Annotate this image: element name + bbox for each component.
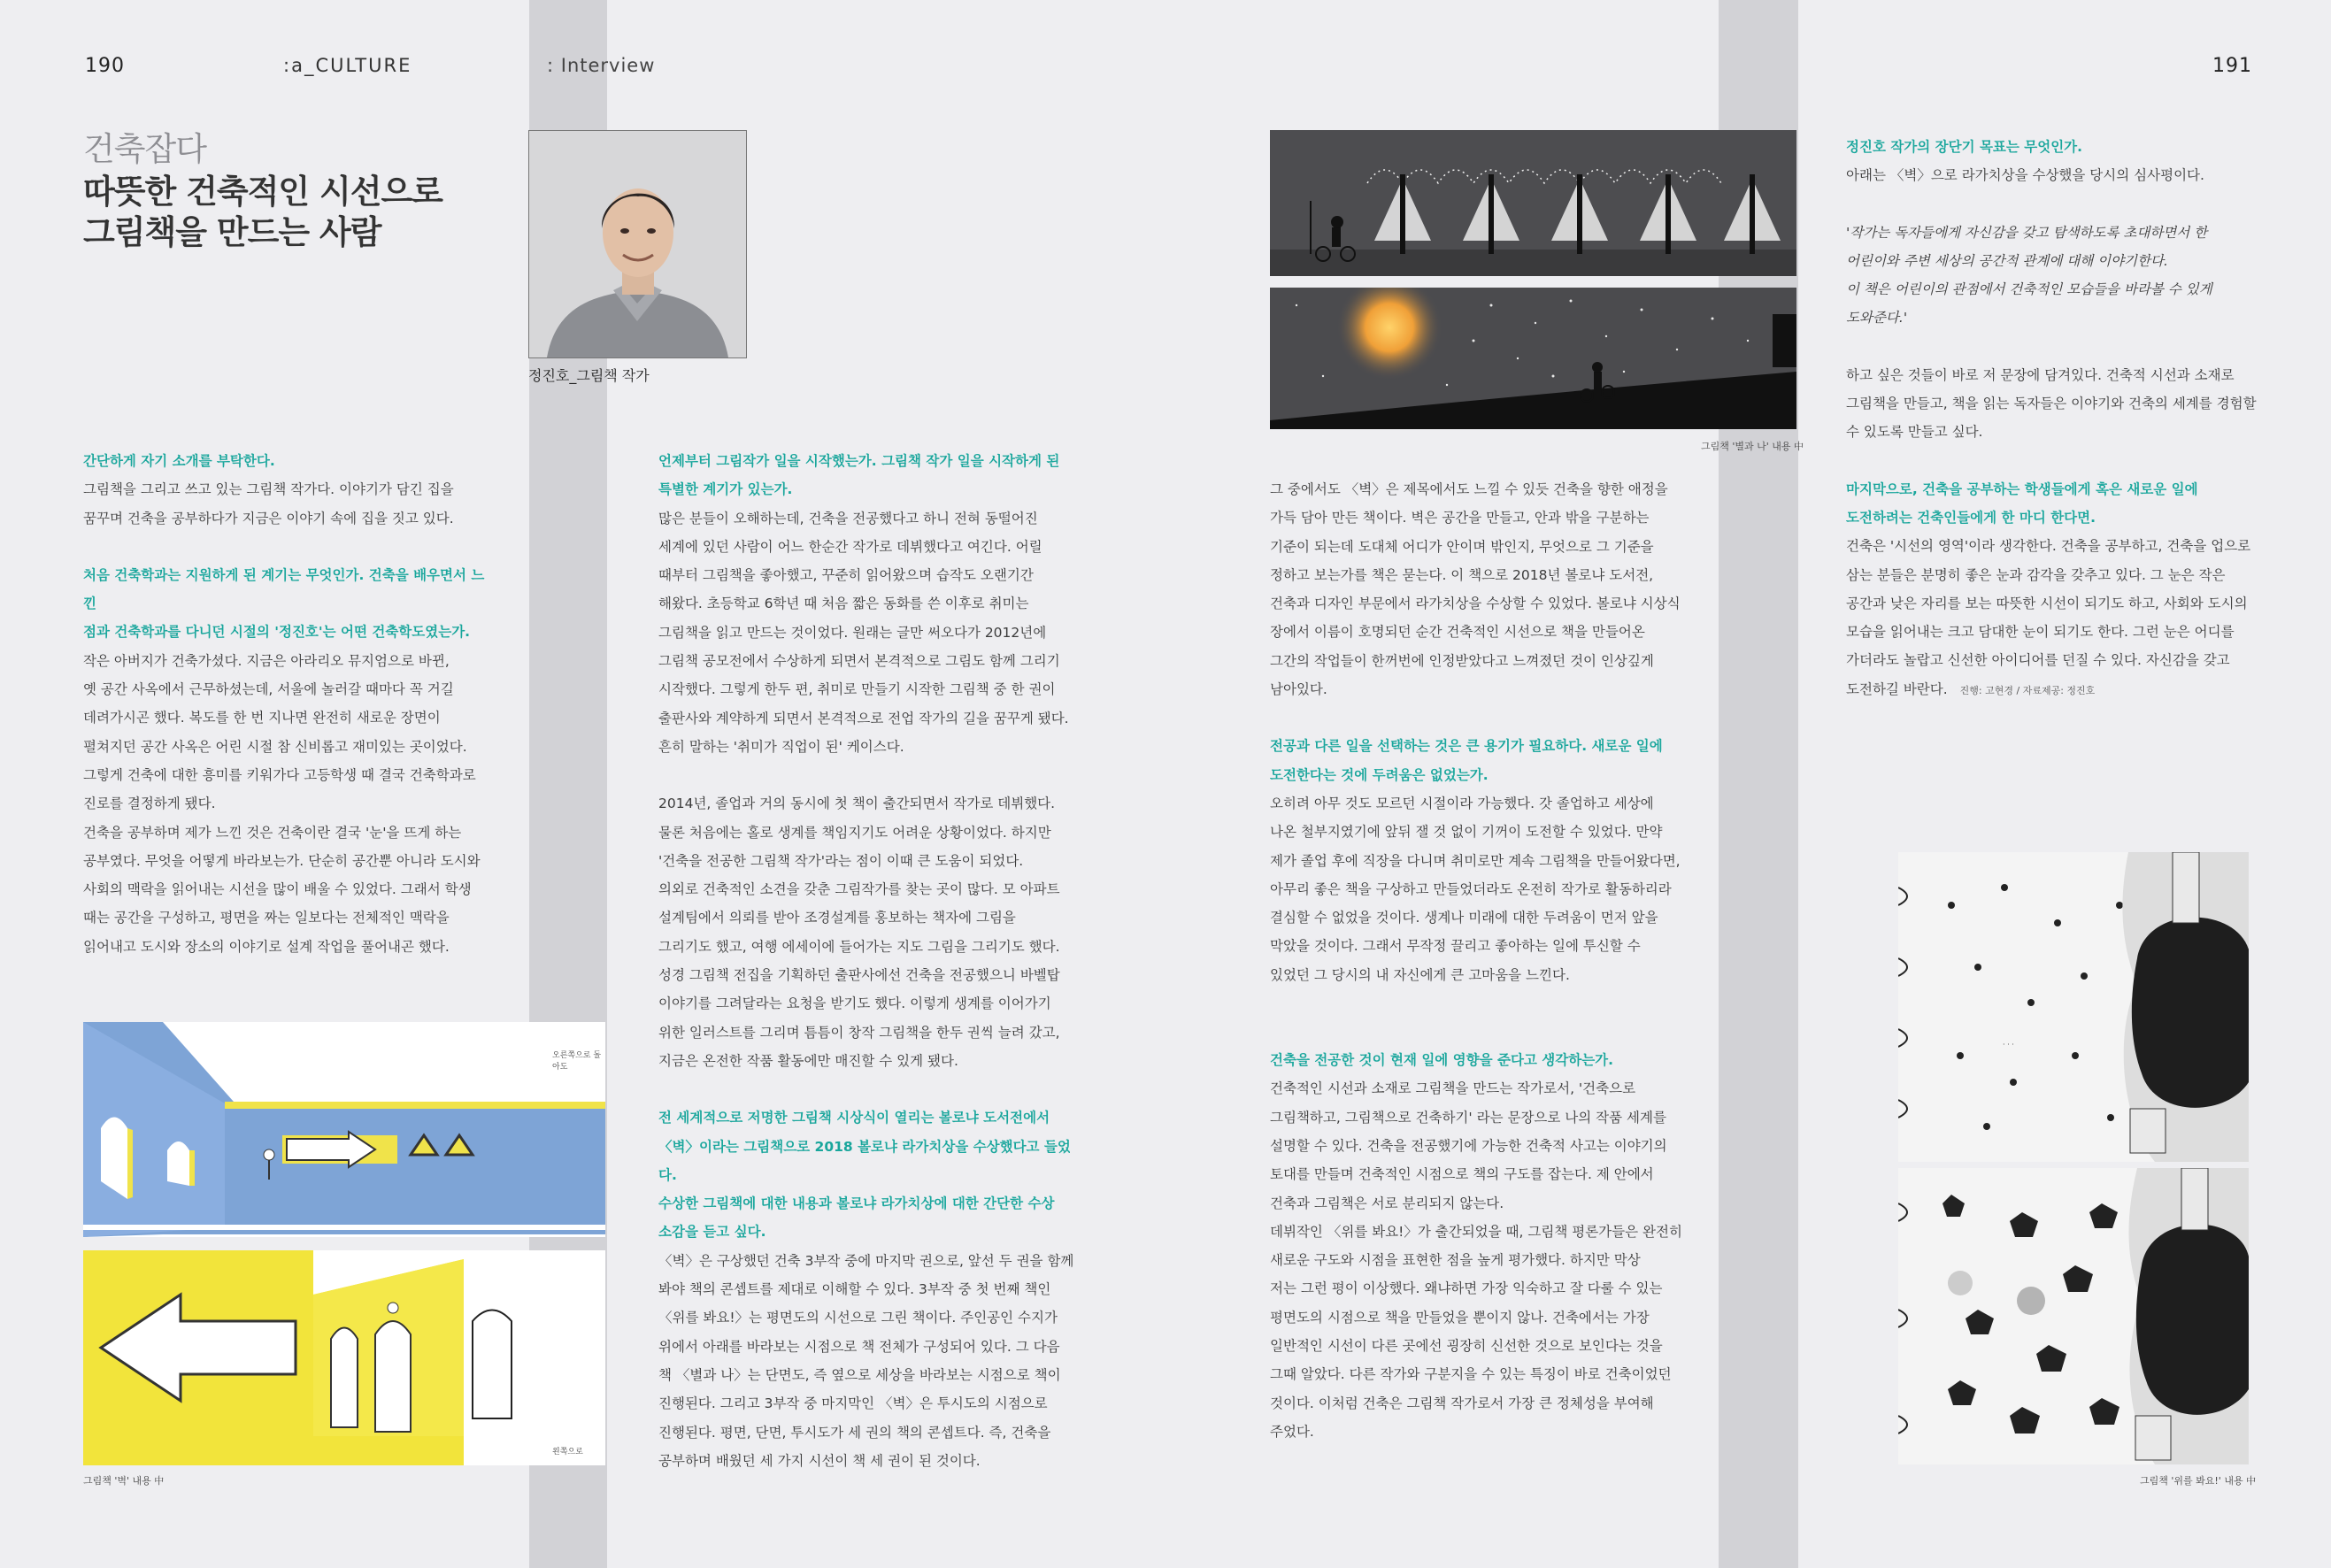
column-1: [83, 447, 490, 961]
wall-book-caption: 그림책 '벽' 내용 中: [83, 1475, 165, 1487]
question-line: 전 세계적으로 저명한 그림책 시상식이 열리는 볼로냐 도서전에서: [658, 1110, 1050, 1126]
question-intro: 간단하게 자기 소개를 부탁한다.: [83, 453, 275, 469]
answer-line: 것이다. 이처럼 건축은 그림책 작가로서 가장 큰 정체성을 부여해: [1270, 1395, 1654, 1411]
wall-illustration-bottom: [83, 1250, 605, 1465]
look-up-illustration-bottom: [1898, 1168, 2249, 1464]
answer-line: 데뷔작인 〈위를 봐요!〉가 출간되었을 때, 그림책 평론가들은 완전히: [1270, 1223, 1682, 1240]
bicycle-book-caption: 그림책 '별과 나' 내용 中: [1701, 441, 1804, 452]
answer-line: 공부하며 배웠던 세 가지 시선이 책 세 권이 된 것이다.: [658, 1452, 981, 1469]
answer-line: 때는 공간을 구성하고, 평면을 짜는 일보다는 전체적인 맥락을: [83, 910, 450, 926]
question-line: 특별한 계기가 있는가.: [658, 481, 793, 498]
answer-line: 새로운 구도와 시점을 표현한 점을 높게 평가했다. 하지만 막상: [1270, 1252, 1641, 1269]
star-illustration: [1270, 288, 1796, 429]
answer-line: 데려가시곤 했다. 복도를 한 번 지나면 완전히 새로운 장면이: [83, 710, 441, 726]
answer-line: 아무리 좋은 책을 구상하고 만들었더라도 온전히 작가로 활동하리라: [1270, 880, 1672, 897]
column-4: [1846, 133, 2262, 705]
answer-line: 그렇게 건축에 대한 흥미를 키워가다 고등학생 때 결국 건축학과로: [83, 766, 476, 783]
answer-line: 설명할 수 있다. 건축을 전공했기에 가능한 건축적 사고는 이야기의: [1270, 1137, 1667, 1154]
answer-line: 흔히 말하는 '취미가 직업이 된' 케이스다.: [658, 738, 904, 755]
answer-line: 아래는 〈벽〉으로 라가치상을 수상했을 당시의 심사평이다.: [1846, 167, 2204, 184]
answer-line: 이야기를 그려달라는 요청을 받기도 했다. 이렇게 생계를 이어가기: [658, 995, 1051, 1012]
answer-line: 그리기도 했고, 여행 에세이에 들어가는 지도 그림을 그리기도 했다.: [658, 938, 1060, 955]
answer-line: 남아있다.: [1270, 681, 1327, 698]
lamp-illustration: [1270, 130, 1796, 276]
answer-line-final: [1846, 675, 2262, 705]
answer-line: 그간의 작업들이 한꺼번에 인정받았다고 느껴졌던 것이 인상깊게: [1270, 652, 1654, 669]
answer-line: 위에서 아래를 바라보는 시점으로 책 전체가 구성되어 있다. 그 다음: [658, 1338, 1060, 1355]
answer-line: 꿈꾸며 건축을 공부하다가 지금은 이야기 속에 집을 짓고 있다.: [83, 510, 454, 527]
question-line: 건축을 전공한 것이 현재 일에 영향을 준다고 생각하는가.: [1270, 1052, 1614, 1069]
answer-line: 책 〈별과 나〉는 단면도, 즉 옆으로 세상을 바라보는 시점으로 책이: [658, 1366, 1061, 1383]
closing-sentence: 도전하길 바란다.: [1846, 680, 1948, 697]
answer-line: 건축적인 시선과 소재로 그림책을 만드는 작가로서, '건축으로: [1270, 1080, 1636, 1097]
answer-line: 많은 분들이 오해하는데, 건축을 전공했다고 하니 전혀 동떨어진: [658, 510, 1038, 527]
article-title-line1: 따뜻한 건축적인 시선으로: [83, 173, 442, 211]
answer-line: 있었던 그 당시의 내 자신에게 큰 고마움을 느낀다.: [1270, 966, 1570, 983]
jury-quote-line: 도와준다.': [1846, 310, 1908, 327]
answer-line: 그림책하고, 그림책으로 건축하기' 라는 문장으로 나의 작품 세계를: [1270, 1109, 1666, 1126]
article-kicker: 건축잡다: [83, 130, 206, 168]
portrait-caption: 정진호_그림책 작가: [528, 367, 650, 384]
wall-inner-label-2: 왼쪽으로: [552, 1448, 583, 1457]
answer-line: 그림책 공모전에서 수상하게 되면서 본격적으로 그림도 함께 그리기: [658, 653, 1060, 670]
answer-line: 주었다.: [1270, 1423, 1314, 1440]
answer-line: 진행된다. 평면, 단면, 투시도가 세 권의 책의 콘셉트다. 즉, 건축을: [658, 1424, 1051, 1441]
answer-line: 펼쳐지던 공간 사옥은 어린 시절 참 신비롭고 재미있는 곳이었다.: [83, 738, 467, 755]
answer-line: 지금은 온전한 작품 활동에만 매진할 수 있게 됐다.: [658, 1052, 958, 1069]
answer-line: 건축을 공부하며 제가 느낀 것은 건축이란 결국 '눈'을 뜨게 하는: [83, 824, 462, 841]
answer-line: 하고 싶은 것들이 바로 저 문장에 담겨있다. 건축적 시선과 소재로: [1846, 366, 2235, 383]
answer-line: 〈위를 봐요!〉는 평면도의 시선으로 그린 책이다. 주인공인 수지가: [658, 1310, 1058, 1326]
answer-line: 그 중에서도 〈벽〉은 제목에서도 느낄 수 있듯 건축을 향한 애정을: [1270, 481, 1668, 497]
answer-line: 나온 철부지였기에 앞뒤 잴 것 없이 기꺼이 도전할 수 있었다. 만약: [1270, 824, 1663, 841]
answer-line: 평면도의 시점으로 책을 만들었을 뿐이지 않나. 건축에서는 가장: [1270, 1309, 1650, 1326]
answer-line: 결심할 수 없었을 것이다. 생계나 미래에 대한 두려움이 먼저 앞을: [1270, 910, 1658, 926]
answer-line: 〈벽〉은 구상했던 건축 3부작 중에 마지막 권으로, 앞선 두 권을 함께: [658, 1252, 1074, 1269]
answer-line: 삼는 분들은 분명히 좋은 눈과 감각을 갖추고 있다. 그 눈은 작은: [1846, 566, 2226, 583]
jury-quote-line: 이 책은 어린이의 관점에서 건축적인 모습들을 바라볼 수 있게: [1846, 281, 2212, 298]
answer-line: 옛 공간 사옥에서 근무하셨는데, 서울에 놀러갈 때마다 꼭 거길: [83, 681, 454, 698]
question-line: 점과 건축학과를 다니던 시절의 '정진호'는 어떤 건축학도였는가.: [83, 624, 471, 641]
answer-line: 모습을 읽어내는 크고 담대한 눈이 되기도 한다. 그런 눈은 어디를: [1846, 624, 2235, 641]
jury-quote-line: '작가는 독자들에게 자신감을 갖고 탐색하도록 초대하면서 한: [1846, 224, 2208, 241]
answer-line: 정하고 보는가를 책은 묻는다. 이 책으로 2018년 볼로냐 도서전,: [1270, 566, 1654, 583]
subsection-label: : Interview: [547, 55, 656, 76]
answer-line: 때부터 그림책을 좋아했고, 꾸준히 읽어왔으며 습작도 오랜기간: [658, 567, 1034, 584]
answer-line: 토대를 만들며 건축적인 시점으로 책의 구도를 잡는다. 제 안에서: [1270, 1166, 1654, 1183]
question-line: 언제부터 그림작가 일을 시작했는가. 그림책 작가 일을 시작하게 된: [658, 453, 1060, 469]
answer-line: 제가 졸업 후에 직장을 다니며 취미로만 계속 그림책을 만들어왔다면,: [1270, 852, 1681, 869]
answer-line: 읽어내고 도시와 장소의 이야기로 설계 작업을 풀어내곤 했다.: [83, 938, 450, 955]
answer-line: 출판사와 계약하게 되면서 본격적으로 전업 작가의 길을 꿈꾸게 됐다.: [658, 710, 1069, 726]
answer-line: 그림책을 그리고 쓰고 있는 그림책 작가다. 이야기가 담긴 집을: [83, 481, 454, 498]
section-label: [283, 55, 412, 76]
section-name: a_CULTURE: [291, 55, 412, 76]
answer-line: 공부였다. 무엇을 어떻게 바라보는가. 단순히 공간뿐 아니라 도시와: [83, 852, 481, 869]
question-goals: 정진호 작가의 장단기 목표는 무엇인가.: [1846, 139, 2083, 155]
article-credit: 진행: 고현경 / 자료제공: 정진호: [1959, 684, 2096, 696]
answer-line: 장에서 이름이 호명되던 순간 건축적인 시선으로 책을 만들어온: [1270, 624, 1645, 641]
answer-line: 가더라도 놀랍고 신선한 아이디어를 던질 수 있다. 자신감을 갖고: [1846, 652, 2230, 669]
answer-line: 수 있도록 만들고 싶다.: [1846, 424, 1983, 441]
answer-line: 2014년, 졸업과 거의 동시에 첫 책이 출간되면서 작가로 데뷔했다.: [658, 796, 1056, 812]
answer-line: '건축을 전공한 그림책 작가'라는 점이 이때 큰 도움이 되었다.: [658, 852, 1024, 869]
question-line: 처음 건축학과는 지원하게 된 계기는 무엇인가. 건축을 배우면서 느낀: [83, 566, 485, 612]
answer-line: 막았을 것이다. 그래서 무작정 끌리고 좋아하는 일에 투신할 수: [1270, 938, 1641, 955]
column-3: [1270, 475, 1686, 1446]
wall-inner-label: 오른쪽으로 돌아도: [552, 1051, 602, 1072]
jury-quote-line: 어린이와 주변 세상의 공간적 관계에 대해 이야기한다.: [1846, 252, 2168, 269]
look-up-illustration-top: [1898, 852, 2249, 1162]
question-line: 마지막으로, 건축을 공부하는 학생들에게 혹은 새로운 일에: [1846, 480, 2198, 497]
question-line: 소감을 듣고 싶다.: [658, 1224, 766, 1241]
look-up-book-caption: 그림책 '위를 봐요!' 내용 中: [2140, 1475, 2257, 1487]
left-page-number: 190: [85, 55, 125, 77]
answer-line: 봐야 책의 콘셉트를 제대로 이해할 수 있다. 3부작 중 첫 번째 책인: [658, 1281, 1051, 1298]
question-line: 도전한다는 것에 두려움은 없었는가.: [1270, 766, 1489, 783]
answer-line: 가득 담아 만든 책이다. 벽은 공간을 만들고, 안과 밖을 구분하는: [1270, 510, 1650, 527]
question-line: 도전하려는 건축인들에게 한 마디 한다면.: [1846, 509, 2096, 526]
answer-line: 진로를 결정하게 됐다.: [83, 796, 216, 812]
right-page-number: 191: [2212, 55, 2252, 77]
answer-line: 물론 처음에는 홀로 생계를 책임지기도 어려운 상황이었다. 하지만: [658, 824, 1051, 841]
wall-illustration-top: [83, 1022, 605, 1237]
answer-line: 세계에 있던 사람이 어느 한순간 작가로 데뷔했다고 여긴다. 어릴: [658, 538, 1042, 555]
answer-line: 위한 일러스트를 그리며 틈틈이 창작 그림책을 한두 권씩 늘려 갔고,: [658, 1024, 1060, 1041]
answer-line: 작은 아버지가 건축가셨다. 지금은 아라리오 뮤지엄으로 바뀐,: [83, 652, 450, 669]
article-title: [83, 172, 442, 253]
answer-line: 공간과 낮은 자리를 보는 따뜻한 시선이 되기도 하고, 사회와 도시의: [1846, 595, 2248, 611]
question-line: 〈벽〉이라는 그림책으로 2018 볼로냐 라가치상을 수상했다고 들었다.: [658, 1138, 1071, 1183]
answer-line: 사회의 맥락을 읽어내는 시선을 많이 배울 수 있었다. 그래서 학생: [83, 881, 472, 898]
answer-line: 건축은 '시선의 영역'이라 생각한다. 건축을 공부하고, 건축을 업으로: [1846, 538, 2251, 555]
section-prefix: :: [283, 55, 292, 76]
author-portrait: [528, 130, 747, 358]
column-2: [658, 447, 1074, 1475]
answer-line: 기준이 되는데 도대체 어디가 안이며 밖인지, 무엇으로 그 기준을: [1270, 538, 1654, 555]
answer-line: 그때 알았다. 다른 작가와 구분지을 수 있는 특징이 바로 건축이었던: [1270, 1366, 1672, 1383]
answer-line: 저는 그런 평이 이상했다. 왜냐하면 가장 익숙하고 잘 다룰 수 있는: [1270, 1280, 1663, 1297]
answer-line: 의외로 건축적인 소견을 갖춘 그림작가를 찾는 곳이 많다. 모 아파트: [658, 881, 1060, 898]
answer-line: 오히려 아무 것도 모르던 시절이라 가능했다. 갓 졸업하고 세상에: [1270, 795, 1654, 811]
answer-line: 그림책을 읽고 만드는 것이었다. 원래는 글만 써오다가 2012년에: [658, 624, 1047, 641]
article-title-line2: 그림책을 만드는 사람: [83, 213, 381, 251]
answer-line: 시작했다. 그렇게 한두 편, 취미로 만들기 시작한 그림책 중 한 권이: [658, 681, 1056, 698]
answer-line: 성경 그림책 전집을 기획하던 출판사에선 건축을 전공했으니 바벨탑: [658, 967, 1060, 984]
answer-line: 일반적인 시선이 다른 곳에선 굉장히 신선한 것으로 보인다는 것을: [1270, 1338, 1663, 1355]
answer-line: 건축과 그림책은 서로 분리되지 않는다.: [1270, 1195, 1504, 1211]
answer-line: 설계팀에서 의뢰를 받아 조경설계를 홍보하는 책자에 그림을: [658, 910, 1016, 926]
answer-line: 건축과 디자인 부문에서 라가치상을 수상할 수 있었다. 볼로냐 시상식: [1270, 596, 1681, 612]
answer-line: 해왔다. 초등학교 6학년 때 처음 짧은 동화를 쓴 이후로 취미는: [658, 596, 1029, 612]
answer-line: 진행된다. 그리고 3부작 중 마지막인 〈벽〉은 투시도의 시점으로: [658, 1395, 1048, 1412]
question-line: 전공과 다른 일을 선택하는 것은 큰 용기가 필요하다. 새로운 일에: [1270, 738, 1663, 755]
svg-text:· · ·: · · ·: [2003, 1041, 2014, 1049]
answer-line: 그림책을 만들고, 책을 읽는 독자들은 이야기와 건축의 세계를 경험할: [1846, 396, 2257, 412]
question-line: 수상한 그림책에 대한 내용과 볼로냐 라가치상에 대한 간단한 수상: [658, 1195, 1055, 1212]
